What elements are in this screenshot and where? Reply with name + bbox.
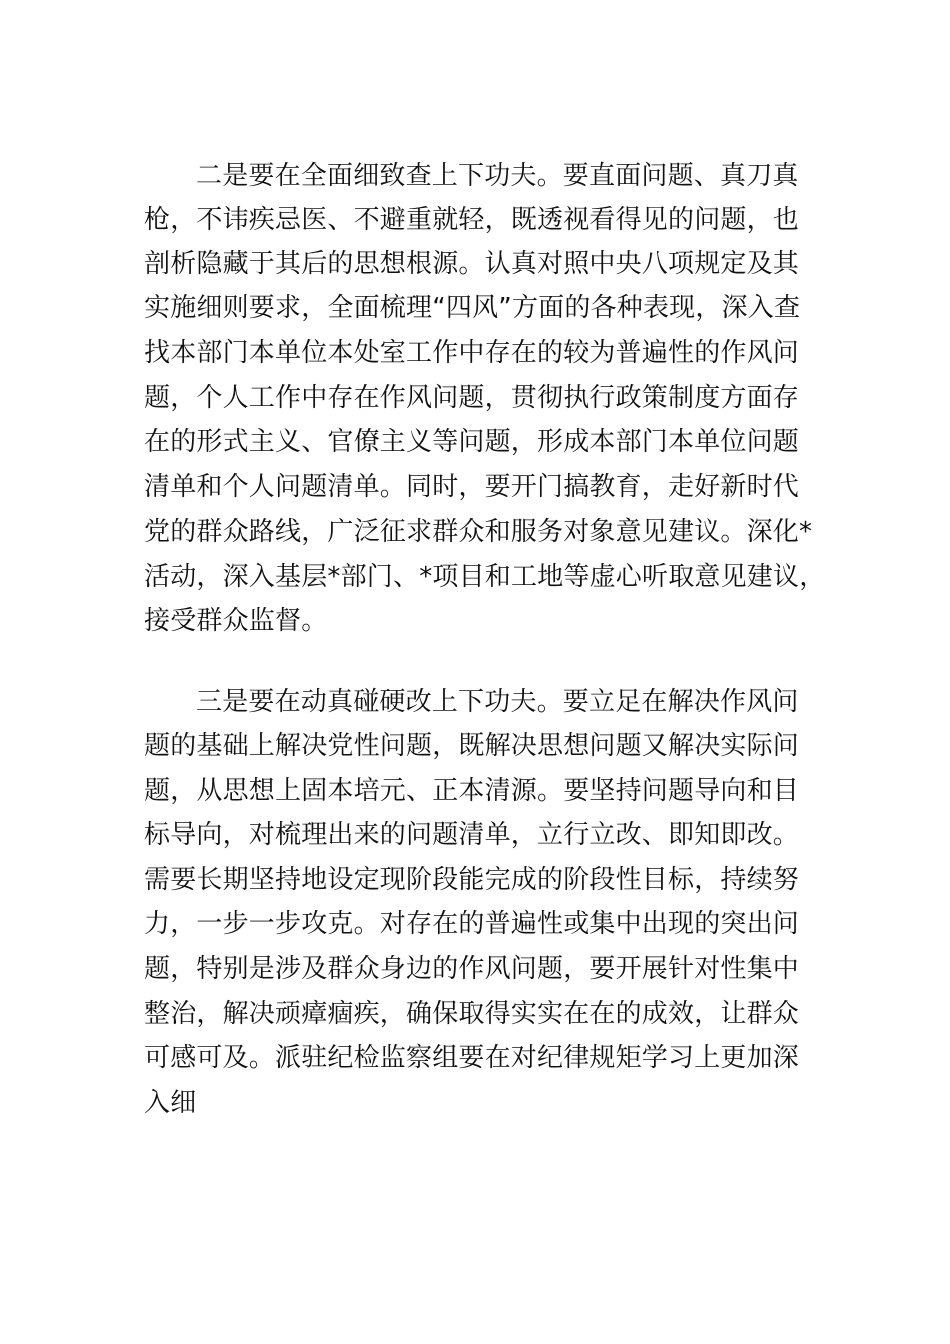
paragraph-1-line-3: 剖析隐藏于其后的思想根源。认真对照中央八项规定及其 [144, 249, 800, 279]
paragraph-2-line-7: 题，特别是涉及群众身边的作风问题，要开展针对性集中 [144, 954, 800, 984]
paragraph-1-line-10: 活动，深入基层*部门、*项目和工地等虚心听取意见建议， [144, 562, 826, 592]
paragraph-2-line-3: 题，从思想上固本培元、正本清源。要坚持问题导向和目 [144, 776, 800, 806]
paragraph-2-line-1: 三是要在动真碰硬改上下功夫。要立足在解决作风问 [196, 687, 799, 717]
paragraph-1-line-7: 在的形式主义、官僚主义等问题，形成本部门本单位问题 [144, 427, 800, 457]
paragraph-2-line-2: 题的基础上解决党性问题，既解决思想问题又解决实际问 [144, 731, 800, 761]
paragraph-1-line-5: 找本部门本单位本处室工作中存在的较为普遍性的作风问 [144, 338, 800, 368]
paragraph-1-line-1: 二是要在全面细致查上下功夫。要直面问题、真刀真 [196, 161, 799, 191]
paragraph-1-line-11: 接受群众监督。 [144, 606, 328, 636]
paragraph-2-line-4: 标导向，对梳理出来的问题清单，立行立改、即知即改。 [144, 820, 800, 850]
paragraph-1-line-8: 清单和个人问题清单。同时，要开门搞教育，走好新时代 [144, 472, 800, 502]
paragraph-2-line-9: 可感可及。派驻纪检监察组要在对纪律规矩学习上更加深 [144, 1043, 800, 1073]
paragraph-2-line-5: 需要长期坚持地设定现阶段能完成的阶段性目标，持续努 [144, 865, 800, 895]
paragraph-2-line-6: 力，一步一步攻克。对存在的普遍性或集中出现的突出问 [144, 909, 800, 939]
paragraph-1-line-4: 实施细则要求，全面梳理“四风”方面的各种表现，深入查 [144, 293, 801, 323]
paragraph-2-line-8: 整治，解决顽瘴痼疾，确保取得实实在在的成效，让群众 [144, 999, 800, 1029]
paragraph-1-line-9: 党的群众路线，广泛征求群众和服务对象意见建议。深化* [144, 517, 813, 547]
paragraph-2-line-10: 入细 [144, 1088, 197, 1118]
paragraph-1-line-6: 题，个人工作中存在作风问题，贯彻执行政策制度方面存 [144, 383, 800, 413]
paragraph-1-line-2: 枪，不讳疾忌医、不避重就轻，既透视看得见的问题，也 [144, 205, 800, 235]
